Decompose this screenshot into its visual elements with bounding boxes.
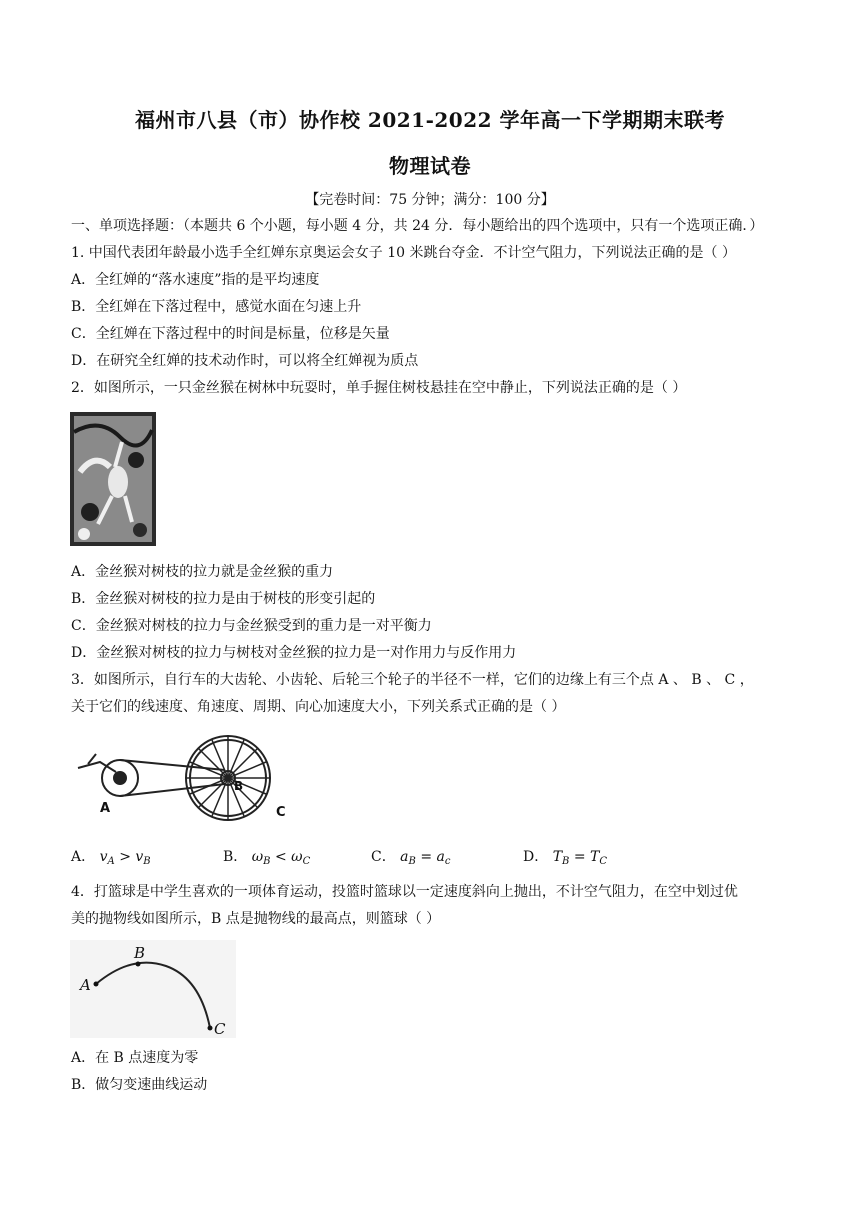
- q2-option-c: C．金丝猴对树枝的拉力与金丝猴受到的重力是一对平衡力: [71, 618, 432, 634]
- point-a: [94, 982, 99, 987]
- q3-option-c: C． $a_B = a_c$: [371, 849, 451, 867]
- q4-option-b: B．做匀变速曲线运动: [71, 1077, 208, 1093]
- point-b: [136, 962, 141, 967]
- point-c: [208, 1026, 213, 1031]
- gear-label-b: B: [234, 779, 244, 793]
- q4-option-a: A．在 B 点速度为零: [71, 1050, 199, 1066]
- q1-option-a: A．全红婵的“落水速度”指的是平均速度: [71, 272, 320, 288]
- q2-option-a: A．金丝猴对树枝的拉力就是金丝猴的重力: [71, 564, 334, 580]
- q3-option-b: B． $\omega_B < \omega_C$: [223, 849, 311, 867]
- q1-option-d: D．在研究全红婵的技术动作时，可以将全红婵视为质点: [71, 353, 419, 369]
- monkey-photo: [70, 412, 156, 546]
- exam-info: 【完卷时间：75 分钟；满分：100 分】: [305, 192, 555, 208]
- q2-option-d: D．金丝猴对树枝的拉力与树枝对金丝猴的拉力是一对作用力与反作用力: [71, 645, 517, 661]
- q3-option-a: A． $v_A > v_B$: [71, 849, 151, 867]
- parabola-diagram: [70, 940, 236, 1038]
- q3-stem-line2: 关于它们的线速度、角速度、周期、向心加速度大小，下列关系式正确的是（ ）: [71, 699, 566, 715]
- q2-option-b: B．金丝猴对树枝的拉力是由于树枝的形变引起的: [71, 591, 376, 607]
- q3-option-d: D． $T_B = T_C$: [523, 849, 608, 867]
- q1-stem: 1. 中国代表团年龄最小选手全红婵东京奥运会女子 10 米跳台夺金．不计空气阻力，下列说法正确的是（ ）: [71, 245, 736, 261]
- label-a: A: [80, 976, 91, 994]
- section-heading: 一、单项选择题：（本题共 6 个小题，每小题 4 分，共 24 分．每小题给出的四个选项中，只有一个选项正确．）: [71, 218, 764, 234]
- exam-title: 福州市八县（市）协作校 2021-2022 学年高一下学期期末联考: [134, 108, 726, 132]
- q3-options: [71, 846, 791, 868]
- exam-subtitle: 物理试卷: [389, 154, 471, 178]
- q4-stem-line2: 美的抛物线如图所示，B 点是抛物线的最高点，则篮球（ ）: [71, 911, 441, 927]
- q1-option-b: B．全红婵在下落过程中，感觉水面在匀速上升: [71, 299, 362, 315]
- label-b: B: [134, 944, 146, 962]
- gear-label-c: C: [276, 805, 286, 820]
- label-c: C: [214, 1020, 226, 1038]
- q4-stem-line1: 4．打篮球是中学生喜欢的一项体育运动，投篮时篮球以一定速度斜向上抛出，不计空气阻力，在空中划过优: [71, 884, 738, 900]
- q1-option-c: C．全红婵在下落过程中的时间是标量，位移是矢量: [71, 326, 390, 342]
- gear-label-a: A: [100, 801, 111, 816]
- q2-stem: 2．如图所示，一只金丝猴在树林中玩耍时，单手握住树枝悬挂在空中静止，下列说法正确的是（ ）: [71, 380, 687, 396]
- q3-stem-line1: 3．如图所示，自行车的大齿轮、小齿轮、后轮三个轮子的半径不一样，它们的边缘上有三个点 A 、 B 、 C ，: [71, 672, 754, 688]
- bicycle-gear-diagram: [70, 732, 294, 832]
